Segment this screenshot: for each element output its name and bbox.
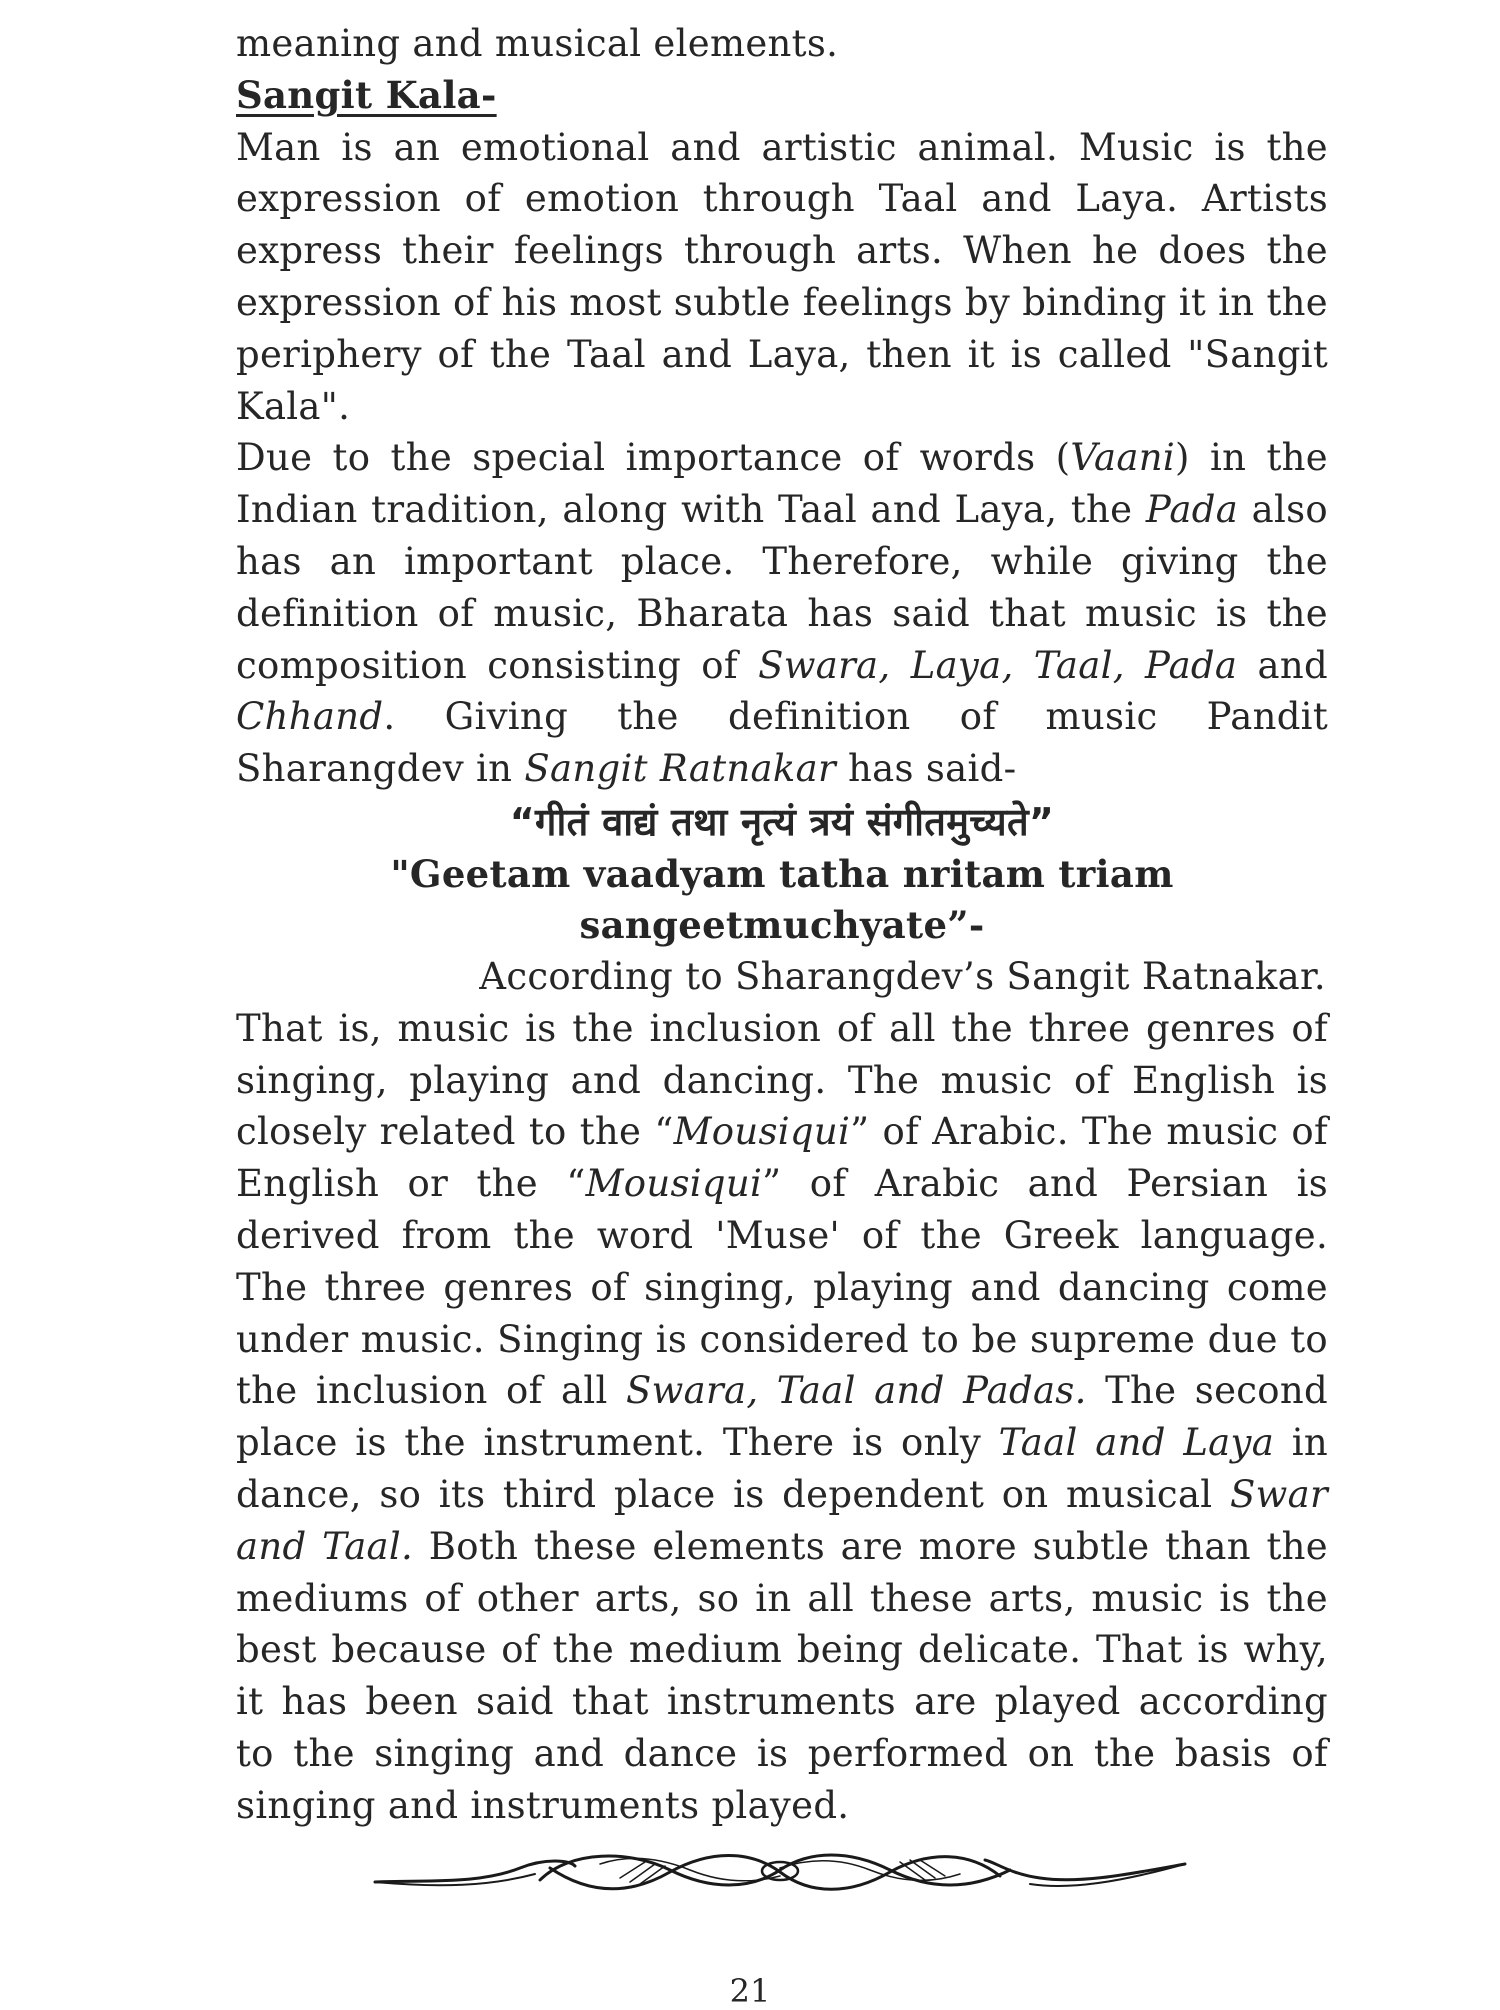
page-number: 21 bbox=[729, 1972, 771, 2010]
paragraph-3 bbox=[236, 1003, 1328, 1832]
p2-book: Sangit Ratnakar bbox=[524, 747, 836, 791]
ornamental-flourish-icon bbox=[370, 1840, 1190, 1910]
p3-text: The second place is the instrument. There is only bbox=[236, 1369, 1328, 1465]
p2-text: also has an important place. Therefore, while giving the definition of music, Bharata has said that music is the composition consisting of bbox=[236, 488, 1328, 687]
p3-taal-laya: Taal and Laya bbox=[998, 1421, 1275, 1465]
p3-text: in dance, so its third place is dependent on musical bbox=[236, 1421, 1328, 1516]
p2-text: has said- bbox=[835, 747, 1017, 791]
p3-text: ” of Arabic and Persian is derived from the word 'Muse' of the Greek language. The three genres of singing, playing and dancing come under music. Singing is considered to be supreme due to the inclusion of all bbox=[236, 1162, 1328, 1413]
verse-devanagari: “गीतं वाद्यं तथा नृत्यं त्रयं संगीतमुच्यते” bbox=[509, 799, 1055, 844]
verse-attribution: According to Sharangdev’s Sangit Ratnakar. bbox=[479, 954, 1326, 998]
continuation-line: meaning and musical elements. bbox=[236, 22, 839, 65]
paragraph-2 bbox=[236, 432, 1328, 795]
p2-pada: Pada bbox=[1145, 488, 1239, 532]
p2-chhand: Chhand bbox=[236, 695, 384, 739]
p3-swar-taal: Swar and Taal. bbox=[236, 1472, 1328, 1568]
p2-text: . Giving the definition of music Pandit Sharangdev in bbox=[236, 695, 1328, 791]
p3-text: ” of Arabic. The music of English or the “ bbox=[236, 1110, 1328, 1206]
verse-roman-line-1: "Geetam vaadyam tatha nritam triam bbox=[390, 851, 1174, 896]
section-heading bbox=[236, 70, 1328, 122]
p3-mousiqui: Mousiqui bbox=[673, 1110, 851, 1154]
p2-elements: Swara, Laya, Taal, Pada bbox=[758, 643, 1238, 687]
p3-mousiqui: Mousiqui bbox=[585, 1162, 763, 1206]
p2-text: Due to the special importance of words ( bbox=[236, 436, 1071, 480]
p2-text: and bbox=[1237, 643, 1328, 687]
page-body bbox=[236, 18, 1328, 1832]
p3-text: That is, music is the inclusion of all the three genres of singing, playing and dancing. The music of English is closely related to the “ bbox=[236, 1006, 1328, 1154]
p2-vaani: Vaani bbox=[1070, 436, 1176, 480]
p2-text: ) in the Indian tradition, along with Taal and Laya, the bbox=[236, 436, 1328, 532]
section-heading-text: Sangit Kala- bbox=[236, 72, 497, 117]
p3-swara-taal-padas: Swara, Taal and Padas. bbox=[626, 1369, 1087, 1413]
verse-roman-line-2: sangeetmuchyate”- bbox=[579, 902, 985, 947]
p3-text: Both these elements are more subtle than the mediums of other arts, so in all these arts, music is the best because of the medium being delicate. That is why, it has been said that instruments are played according to the singing and dance is performed on the basis of singing and instruments played. bbox=[236, 1524, 1328, 1827]
paragraph-1: Man is an emotional and artistic animal. Music is the expression of emotion through Taal and Laya. Artists express their feelings through arts. When he does the expression of his most subtle feelings by binding it in the periphery of the Taal and Laya, then it is called "Sangit Kala". bbox=[236, 125, 1328, 428]
